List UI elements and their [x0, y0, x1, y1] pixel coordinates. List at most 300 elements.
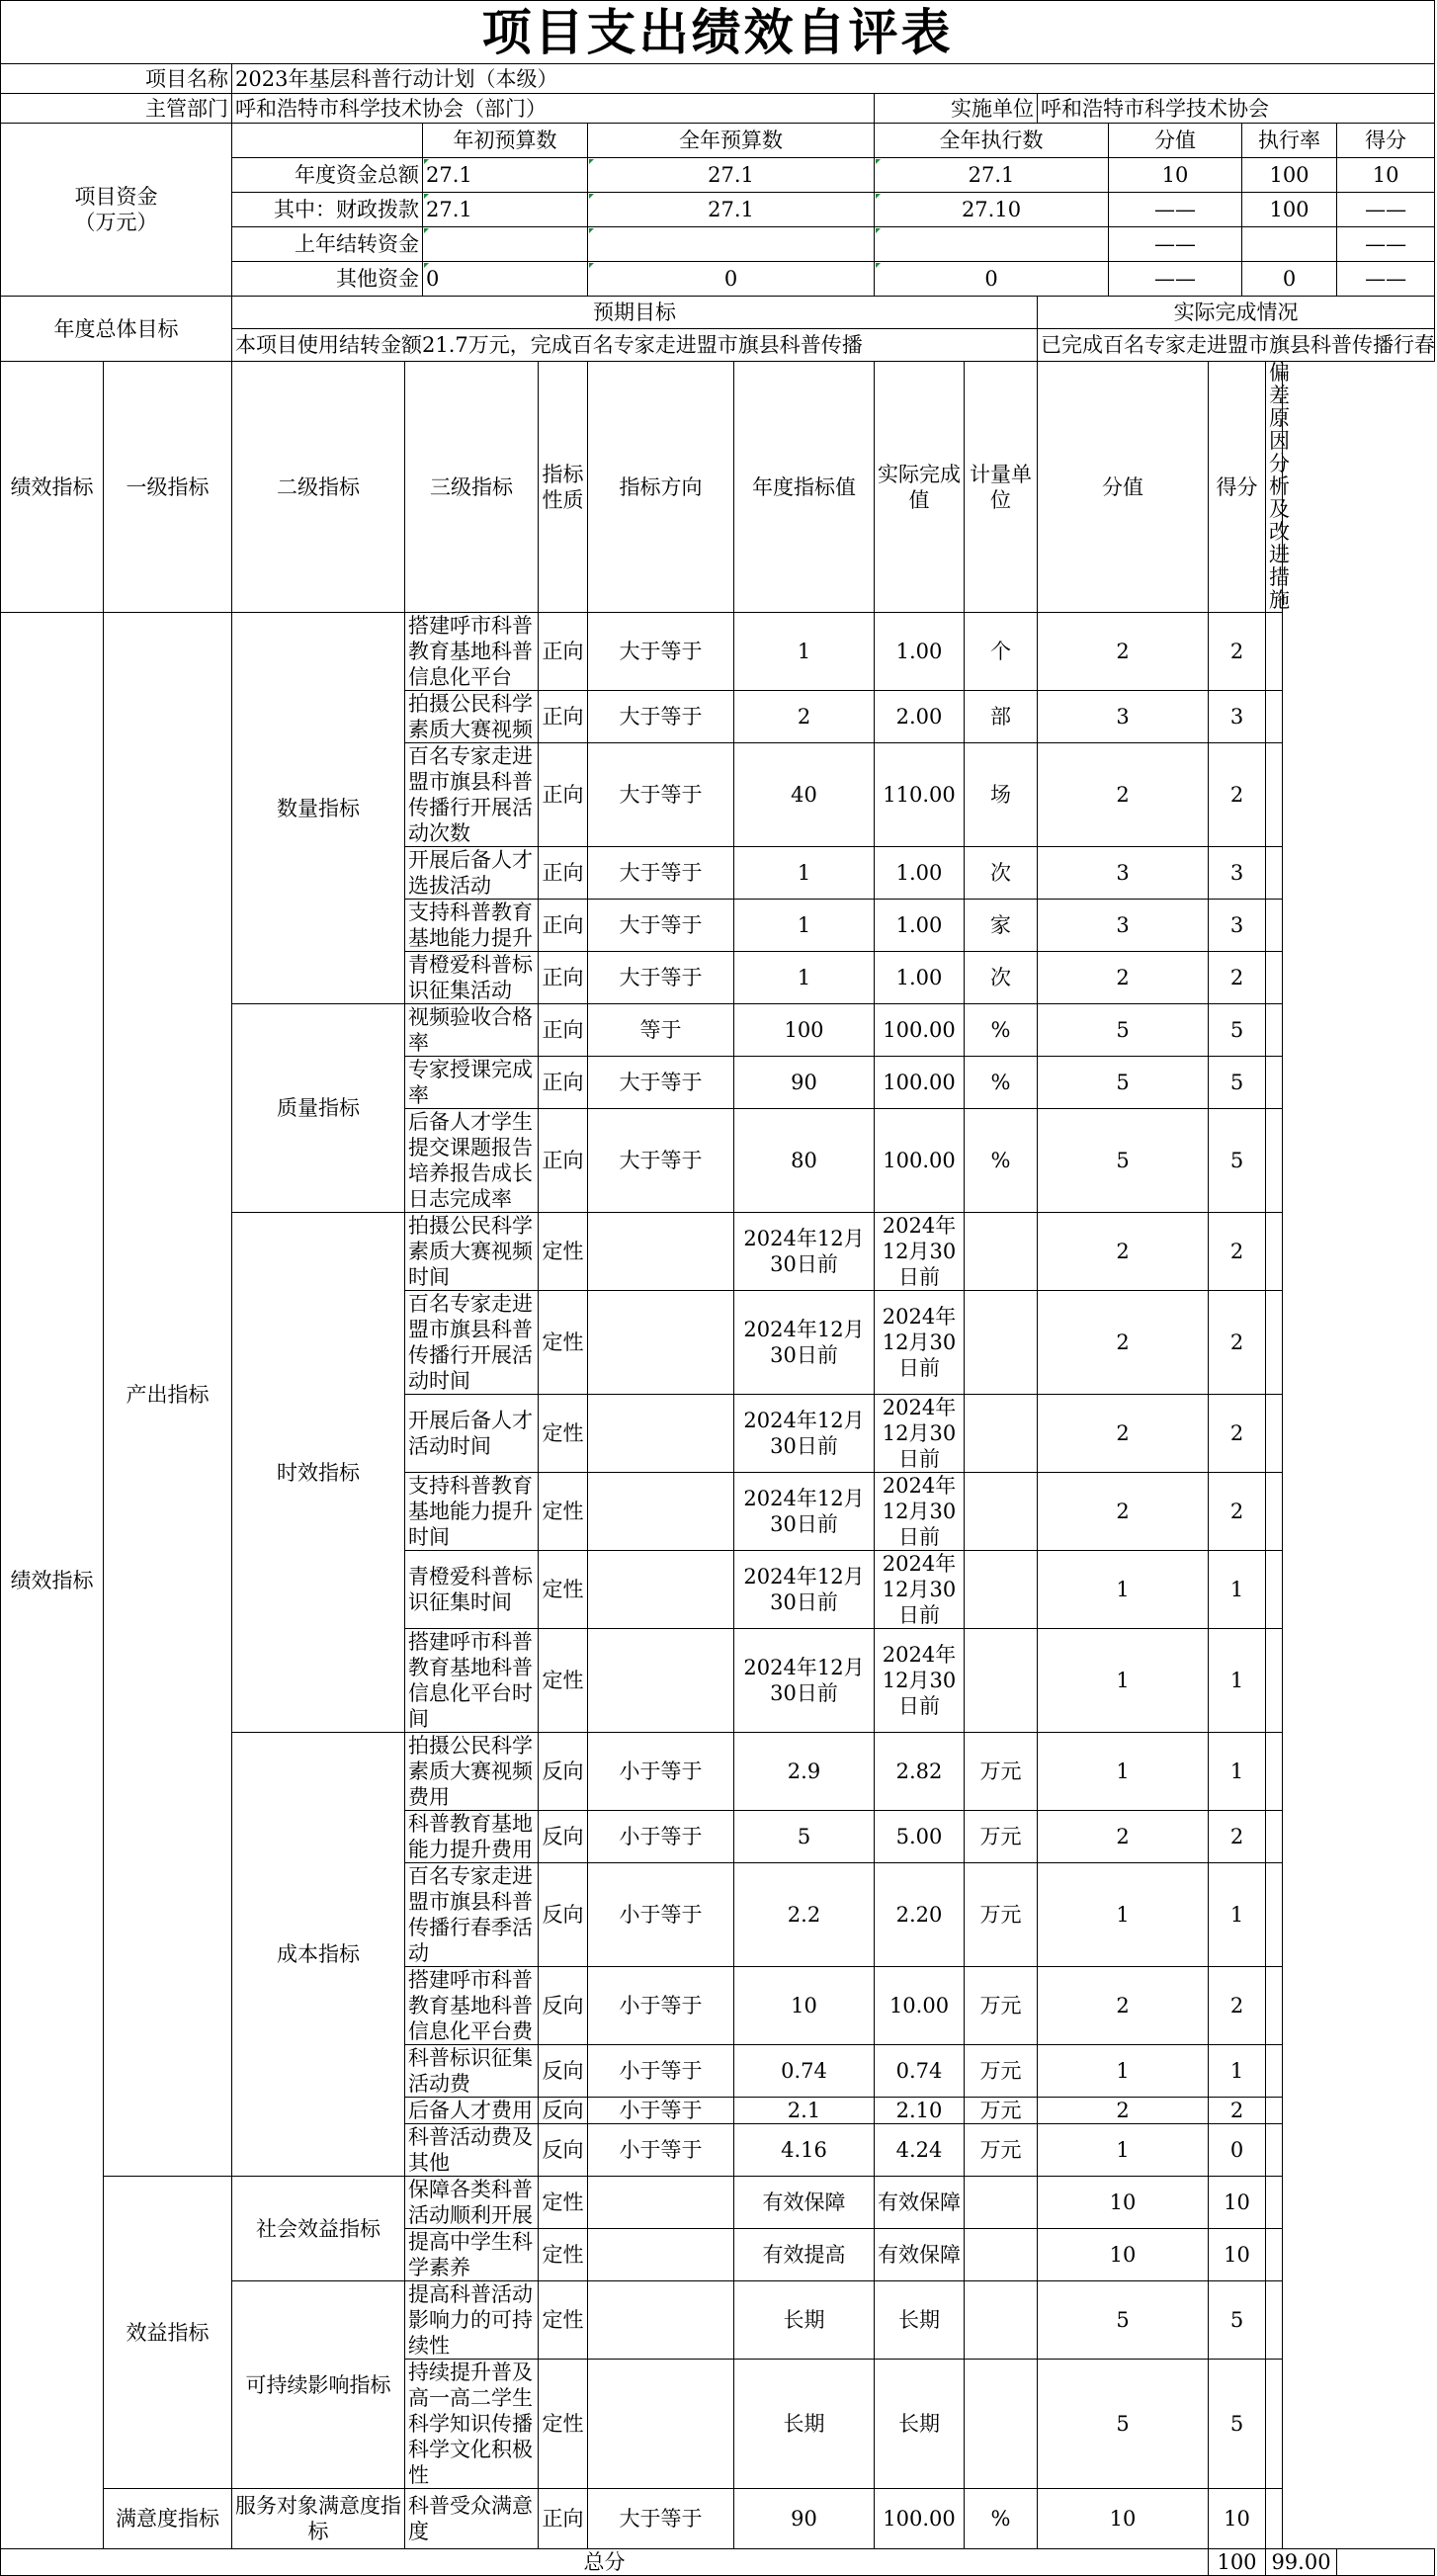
indicator-name: 科普教育基地能力提升费用 [405, 1811, 539, 1863]
indicator-score: 10 [1209, 2229, 1266, 2281]
indicator-target: 0.74 [734, 2045, 875, 2098]
indicator-score: 3 [1209, 900, 1266, 952]
indicator-unit: 次 [965, 952, 1038, 1004]
indicator-unit: 万元 [965, 1863, 1038, 1967]
indicator-score-value: 1 [1038, 1551, 1209, 1629]
indicator-unit: 次 [965, 847, 1038, 900]
table-row [1, 613, 1435, 691]
indicator-score-value: 1 [1038, 1863, 1209, 1967]
indicator-name: 开展后备人才活动时间 [405, 1395, 539, 1473]
indicator-score: 2 [1209, 1811, 1266, 1863]
indicator-score-value: 2 [1038, 1811, 1209, 1863]
indicator-note [1266, 2045, 1283, 2098]
indicator-score-value: 10 [1038, 2489, 1209, 2549]
indicator-note [1266, 2281, 1283, 2360]
indicator-unit: 部 [965, 691, 1038, 743]
indicator-nature: 正向 [539, 1004, 588, 1057]
indicator-note [1266, 2360, 1283, 2489]
indicator-direction: 大于等于 [588, 900, 734, 952]
indicator-score-value: 2 [1038, 743, 1209, 847]
indicator-note [1266, 847, 1283, 900]
indicator-nature: 定性 [539, 2177, 588, 2229]
header-level2: 二级指标 [232, 362, 405, 613]
total-label: 总分 [1, 2549, 1209, 2576]
indicator-name: 科普标识征集活动费 [405, 2045, 539, 2098]
indicator-name: 搭建呼市科普教育基地科普信息化平台费 [405, 1967, 539, 2045]
indicator-unit: 万元 [965, 1733, 1038, 1811]
indicator-score-value: 2 [1038, 952, 1209, 1004]
funds-col-header: 全年执行数 [875, 124, 1109, 158]
level1-benefit: 效益指标 [104, 2177, 232, 2489]
indicator-note [1266, 2177, 1283, 2229]
indicator-nature: 反向 [539, 2045, 588, 2098]
indicator-score-value: 1 [1038, 2045, 1209, 2098]
indicator-actual: 1.00 [875, 900, 965, 952]
indicator-score-value: 10 [1038, 2177, 1209, 2229]
indicator-note [1266, 2124, 1283, 2177]
indicator-unit: % [965, 1057, 1038, 1109]
funds-row-name: 年度资金总额 [232, 158, 423, 193]
indicator-score-value: 10 [1038, 2229, 1209, 2281]
indicator-unit: 家 [965, 900, 1038, 952]
indicator-direction: 小于等于 [588, 2045, 734, 2098]
total-note [1337, 2549, 1435, 2576]
indicator-target: 2 [734, 691, 875, 743]
indicator-nature: 正向 [539, 900, 588, 952]
indicator-note [1266, 2489, 1283, 2549]
indicator-nature: 定性 [539, 2229, 588, 2281]
indicator-unit: 万元 [965, 2124, 1038, 2177]
dept-value: 呼和浩特市科学技术协会（部门） [232, 94, 875, 124]
funds-rate [1242, 227, 1337, 262]
indicator-actual: 2.00 [875, 691, 965, 743]
funds-executed: 0 [875, 262, 1109, 297]
indicator-note [1266, 2229, 1283, 2281]
funds-col-header: 全年预算数 [588, 124, 875, 158]
level2-cost: 成本指标 [232, 1733, 405, 2177]
funds-initial: 0 [423, 262, 588, 297]
indicator-unit [965, 1395, 1038, 1473]
indicator-target: 2024年12月30日前 [734, 1629, 875, 1733]
indicator-actual: 100.00 [875, 1057, 965, 1109]
indicator-target: 1 [734, 900, 875, 952]
funds-row-name: 其他资金 [232, 262, 423, 297]
indicator-name: 专家授课完成率 [405, 1057, 539, 1109]
indicator-nature: 正向 [539, 613, 588, 691]
header-direction: 指标方向 [588, 362, 734, 613]
indicator-direction [588, 1395, 734, 1473]
project-name-label: 项目名称 [1, 64, 232, 94]
indicator-score: 2 [1209, 1291, 1266, 1395]
total-score-value: 100 [1209, 2549, 1266, 2576]
indicator-actual: 1.00 [875, 952, 965, 1004]
header-level3: 三级指标 [405, 362, 539, 613]
indicator-name: 青橙爱科普标识征集活动 [405, 952, 539, 1004]
indicator-target: 2.2 [734, 1863, 875, 1967]
funds-col-header: 年初预算数 [423, 124, 588, 158]
indicator-score-value: 5 [1038, 2281, 1209, 2360]
funds-score-value: —— [1109, 193, 1242, 227]
indicator-score-value: 2 [1038, 1395, 1209, 1473]
indicator-score: 5 [1209, 1057, 1266, 1109]
indicator-note [1266, 1213, 1283, 1291]
indicator-score: 2 [1209, 1395, 1266, 1473]
indicator-score-value: 1 [1038, 2124, 1209, 2177]
indicator-actual: 110.00 [875, 743, 965, 847]
indicator-score: 5 [1209, 1109, 1266, 1213]
page-title: 项目支出绩效自评表 [1, 1, 1435, 64]
indicator-score: 5 [1209, 1004, 1266, 1057]
indicator-name: 拍摄公民科学素质大赛视频 [405, 691, 539, 743]
indicator-target: 2024年12月30日前 [734, 1551, 875, 1629]
indicator-nature: 正向 [539, 743, 588, 847]
indicator-note [1266, 1395, 1283, 1473]
indicator-target: 90 [734, 1057, 875, 1109]
indicator-score-value: 3 [1038, 691, 1209, 743]
indicator-note [1266, 1967, 1283, 2045]
funds-initial [423, 227, 588, 262]
indicator-unit: 万元 [965, 2098, 1038, 2124]
indicator-nature: 反向 [539, 1733, 588, 1811]
indicator-note [1266, 1473, 1283, 1551]
indicator-target: 90 [734, 2489, 875, 2549]
indicator-rows [1, 613, 1435, 2549]
funds-executed [875, 227, 1109, 262]
indicator-score: 1 [1209, 2045, 1266, 2098]
header-deviation: 偏差原因分析及改进措施 [1266, 362, 1283, 613]
indicator-actual: 2.20 [875, 1863, 965, 1967]
indicator-score-value: 2 [1038, 1473, 1209, 1551]
indicator-direction: 等于 [588, 1004, 734, 1057]
goals-expected-text: 本项目使用结转金额21.7万元，完成百名专家走进盟市旗县科普传播 [232, 329, 1038, 362]
funds-annual: 0 [588, 262, 875, 297]
indicator-direction [588, 1213, 734, 1291]
header-actual: 实际完成值 [875, 362, 965, 613]
indicator-score: 3 [1209, 847, 1266, 900]
funds-row-name: 其中：财政拨款 [232, 193, 423, 227]
indicator-score: 5 [1209, 2281, 1266, 2360]
dept-label: 主管部门 [1, 94, 232, 124]
indicator-score-value: 5 [1038, 2360, 1209, 2489]
indicator-score: 2 [1209, 1967, 1266, 2045]
level2-sustain: 可持续影响指标 [232, 2281, 405, 2489]
indicator-target: 2.1 [734, 2098, 875, 2124]
indicator-direction: 大于等于 [588, 691, 734, 743]
indicator-target: 1 [734, 847, 875, 900]
indicator-name: 百名专家走进盟市旗县科普传播行开展活动次数 [405, 743, 539, 847]
indicator-actual: 2024年12月30日前 [875, 1551, 965, 1629]
indicator-direction: 大于等于 [588, 1109, 734, 1213]
indicator-actual: 长期 [875, 2281, 965, 2360]
indicator-actual: 2024年12月30日前 [875, 1213, 965, 1291]
indicator-note [1266, 1291, 1283, 1395]
level2-quantity: 数量指标 [232, 613, 405, 1004]
funds-initial: 27.1 [423, 193, 588, 227]
indicator-unit [965, 2281, 1038, 2360]
indicator-direction: 小于等于 [588, 2098, 734, 2124]
indicator-nature: 正向 [539, 2489, 588, 2549]
indicator-direction: 小于等于 [588, 1863, 734, 1967]
level1-output: 产出指标 [104, 613, 232, 2177]
indicator-target: 2.9 [734, 1733, 875, 1811]
indicator-target: 2024年12月30日前 [734, 1213, 875, 1291]
indicator-unit: 万元 [965, 1811, 1038, 1863]
indicator-unit: % [965, 1109, 1038, 1213]
indicator-note [1266, 1057, 1283, 1109]
indicator-actual: 2024年12月30日前 [875, 1629, 965, 1733]
indicator-nature: 定性 [539, 1291, 588, 1395]
funds-executed: 27.10 [875, 193, 1109, 227]
indicator-score-value: 3 [1038, 847, 1209, 900]
indicator-name: 科普活动费及其他 [405, 2124, 539, 2177]
indicator-nature: 定性 [539, 1551, 588, 1629]
indicator-direction [588, 2177, 734, 2229]
indicator-direction [588, 1473, 734, 1551]
indicator-target: 40 [734, 743, 875, 847]
indicator-unit [965, 1213, 1038, 1291]
level1-satisfaction: 满意度指标 [104, 2489, 232, 2549]
header-performance: 绩效指标 [1, 362, 104, 613]
indicator-name: 拍摄公民科学素质大赛视频时间 [405, 1213, 539, 1291]
funds-annual: 27.1 [588, 158, 875, 193]
indicator-score: 10 [1209, 2177, 1266, 2229]
indicator-score: 2 [1209, 2098, 1266, 2124]
indicator-direction: 小于等于 [588, 1733, 734, 1811]
indicator-actual: 5.00 [875, 1811, 965, 1863]
indicator-direction [588, 2229, 734, 2281]
indicator-direction [588, 1629, 734, 1733]
indicator-unit [965, 2360, 1038, 2489]
indicator-actual: 有效保障 [875, 2177, 965, 2229]
indicator-nature: 正向 [539, 952, 588, 1004]
indicator-actual: 1.00 [875, 847, 965, 900]
indicator-score: 3 [1209, 691, 1266, 743]
indicator-score-value: 5 [1038, 1057, 1209, 1109]
funds-annual: 27.1 [588, 193, 875, 227]
indicator-name: 后备人才费用 [405, 2098, 539, 2124]
indicator-nature: 正向 [539, 1109, 588, 1213]
indicator-nature: 正向 [539, 1057, 588, 1109]
level2-social: 社会效益指标 [232, 2177, 405, 2281]
indicator-actual: 2024年12月30日前 [875, 1395, 965, 1473]
indicator-target: 80 [734, 1109, 875, 1213]
funds-col-header: 分值 [1109, 124, 1242, 158]
indicator-name: 百名专家走进盟市旗县科普传播行开展活动时间 [405, 1291, 539, 1395]
indicator-nature: 定性 [539, 2281, 588, 2360]
header-unit: 计量单位 [965, 362, 1038, 613]
indicator-name: 持续提升普及高一高二学生科学知识传播科学文化积极性 [405, 2360, 539, 2489]
indicator-nature: 反向 [539, 1811, 588, 1863]
indicator-score-value: 2 [1038, 613, 1209, 691]
indicator-note [1266, 1811, 1283, 1863]
indicator-name: 支持科普教育基地能力提升时间 [405, 1473, 539, 1551]
funds-executed: 27.1 [875, 158, 1109, 193]
indicator-note [1266, 1629, 1283, 1733]
indicator-target: 100 [734, 1004, 875, 1057]
indicator-name: 视频验收合格率 [405, 1004, 539, 1057]
funds-annual [588, 227, 875, 262]
indicator-name: 科普受众满意度 [405, 2489, 539, 2549]
indicator-score: 10 [1209, 2489, 1266, 2549]
indicator-note [1266, 1551, 1283, 1629]
indicator-direction: 大于等于 [588, 952, 734, 1004]
indicator-note [1266, 900, 1283, 952]
funds-score: 10 [1337, 158, 1435, 193]
indicator-unit [965, 1473, 1038, 1551]
indicator-unit: 个 [965, 613, 1038, 691]
funds-corner [232, 124, 423, 158]
indicator-name: 提高中学生科学素养 [405, 2229, 539, 2281]
indicator-score: 1 [1209, 1733, 1266, 1811]
indicator-unit: 万元 [965, 1967, 1038, 2045]
level2-quality: 质量指标 [232, 1004, 405, 1213]
indicator-nature: 定性 [539, 1629, 588, 1733]
indicator-name: 保障各类科普活动顺利开展 [405, 2177, 539, 2229]
indicator-name: 搭建呼市科普教育基地科普信息化平台时间 [405, 1629, 539, 1733]
indicator-name: 支持科普教育基地能力提升 [405, 900, 539, 952]
indicator-name: 提高科普活动影响力的可持续性 [405, 2281, 539, 2360]
project-name-value: 2023年基层科普行动计划（本级） [232, 64, 1435, 94]
indicator-score: 2 [1209, 1213, 1266, 1291]
indicator-name: 百名专家走进盟市旗县科普传播行春季活动 [405, 1863, 539, 1967]
indicator-actual: 长期 [875, 2360, 965, 2489]
indicator-target: 1 [734, 952, 875, 1004]
indicator-score-value: 1 [1038, 1733, 1209, 1811]
indicator-note [1266, 952, 1283, 1004]
indicator-direction: 大于等于 [588, 1057, 734, 1109]
indicator-unit: % [965, 2489, 1038, 2549]
indicator-actual: 100.00 [875, 1109, 965, 1213]
funds-rate: 0 [1242, 262, 1337, 297]
header-score-value: 分值 [1038, 362, 1209, 613]
indicator-score-value: 5 [1038, 1109, 1209, 1213]
indicator-score-value: 1 [1038, 1629, 1209, 1733]
indicator-direction: 大于等于 [588, 743, 734, 847]
indicator-target: 2024年12月30日前 [734, 1291, 875, 1395]
indicator-score: 2 [1209, 952, 1266, 1004]
indicator-nature: 定性 [539, 2360, 588, 2489]
indicator-note [1266, 1004, 1283, 1057]
indicator-nature: 定性 [539, 1395, 588, 1473]
indicator-note [1266, 2098, 1283, 2124]
indicator-unit [965, 2177, 1038, 2229]
indicator-nature: 正向 [539, 691, 588, 743]
indicator-actual: 10.00 [875, 1967, 965, 2045]
indicator-note [1266, 743, 1283, 847]
funds-score: —— [1337, 193, 1435, 227]
indicator-score-value: 3 [1038, 900, 1209, 952]
table-row [1, 2177, 1435, 2229]
indicator-nature: 定性 [539, 1213, 588, 1291]
indicator-target: 长期 [734, 2360, 875, 2489]
indicator-unit: 场 [965, 743, 1038, 847]
funds-col-header: 得分 [1337, 124, 1435, 158]
indicator-actual: 2.82 [875, 1733, 965, 1811]
indicator-nature: 反向 [539, 2098, 588, 2124]
header-level1: 一级指标 [104, 362, 232, 613]
indicator-name: 青橙爱科普标识征集时间 [405, 1551, 539, 1629]
indicator-score-value: 5 [1038, 1004, 1209, 1057]
goals-label: 年度总体目标 [1, 297, 232, 362]
indicator-note [1266, 691, 1283, 743]
goals-expected-header: 预期目标 [232, 297, 1038, 329]
indicator-target: 长期 [734, 2281, 875, 2360]
indicator-unit: % [965, 1004, 1038, 1057]
indicator-note [1266, 1109, 1283, 1213]
level2-timeliness: 时效指标 [232, 1213, 405, 1733]
indicator-actual: 100.00 [875, 1004, 965, 1057]
indicator-direction: 大于等于 [588, 613, 734, 691]
indicator-nature: 反向 [539, 1967, 588, 2045]
funds-col-header: 执行率 [1242, 124, 1337, 158]
indicator-score-value: 2 [1038, 1213, 1209, 1291]
indicator-nature: 定性 [539, 1473, 588, 1551]
indicator-direction: 小于等于 [588, 1811, 734, 1863]
indicator-actual: 有效保障 [875, 2229, 965, 2281]
indicator-direction: 小于等于 [588, 2124, 734, 2177]
goals-actual-text: 已完成百名专家走进盟市旗县科普传播行春 [1038, 329, 1435, 362]
indicator-direction [588, 2281, 734, 2360]
indicator-actual: 2.10 [875, 2098, 965, 2124]
indicator-note [1266, 1863, 1283, 1967]
indicator-nature: 正向 [539, 847, 588, 900]
indicator-name: 后备人才学生提交课题报告培养报告成长日志完成率 [405, 1109, 539, 1213]
indicator-target: 4.16 [734, 2124, 875, 2177]
indicator-actual: 100.00 [875, 2489, 965, 2549]
indicator-target: 5 [734, 1811, 875, 1863]
indicator-header-row [1, 362, 1435, 613]
indicator-direction [588, 1291, 734, 1395]
indicator-target: 有效提高 [734, 2229, 875, 2281]
indicator-name: 搭建呼市科普教育基地科普信息化平台 [405, 613, 539, 691]
indicator-note [1266, 613, 1283, 691]
header-nature: 指标性质 [539, 362, 588, 613]
funds-score-value: —— [1109, 227, 1242, 262]
indicator-score: 1 [1209, 1863, 1266, 1967]
indicator-target: 2024年12月30日前 [734, 1395, 875, 1473]
indicator-name: 开展后备人才选拔活动 [405, 847, 539, 900]
level2-service: 服务对象满意度指标 [232, 2489, 405, 2549]
indicator-score: 5 [1209, 2360, 1266, 2489]
indicator-target: 1 [734, 613, 875, 691]
funds-row-name: 上年结转资金 [232, 227, 423, 262]
indicator-name: 拍摄公民科学素质大赛视频费用 [405, 1733, 539, 1811]
indicator-actual: 1.00 [875, 613, 965, 691]
indicator-actual: 4.24 [875, 2124, 965, 2177]
indicator-actual: 2024年12月30日前 [875, 1473, 965, 1551]
indicator-score: 2 [1209, 743, 1266, 847]
indicator-score: 1 [1209, 1551, 1266, 1629]
indicator-actual: 0.74 [875, 2045, 965, 2098]
indicator-unit [965, 1291, 1038, 1395]
funds-score-value: —— [1109, 262, 1242, 297]
indicator-score-value: 2 [1038, 2098, 1209, 2124]
indicator-unit [965, 1551, 1038, 1629]
header-target: 年度指标值 [734, 362, 875, 613]
funds-score-value: 10 [1109, 158, 1242, 193]
indicator-score: 2 [1209, 1473, 1266, 1551]
indicator-score: 1 [1209, 1629, 1266, 1733]
header-score: 得分 [1209, 362, 1266, 613]
indicator-nature: 反向 [539, 2124, 588, 2177]
indicator-unit: 万元 [965, 2045, 1038, 2098]
funds-rate: 100 [1242, 158, 1337, 193]
indicator-direction [588, 1551, 734, 1629]
indicator-actual: 2024年12月30日前 [875, 1291, 965, 1395]
table-row [1, 2489, 1435, 2549]
funds-initial: 27.1 [423, 158, 588, 193]
indicator-score-value: 2 [1038, 1967, 1209, 2045]
